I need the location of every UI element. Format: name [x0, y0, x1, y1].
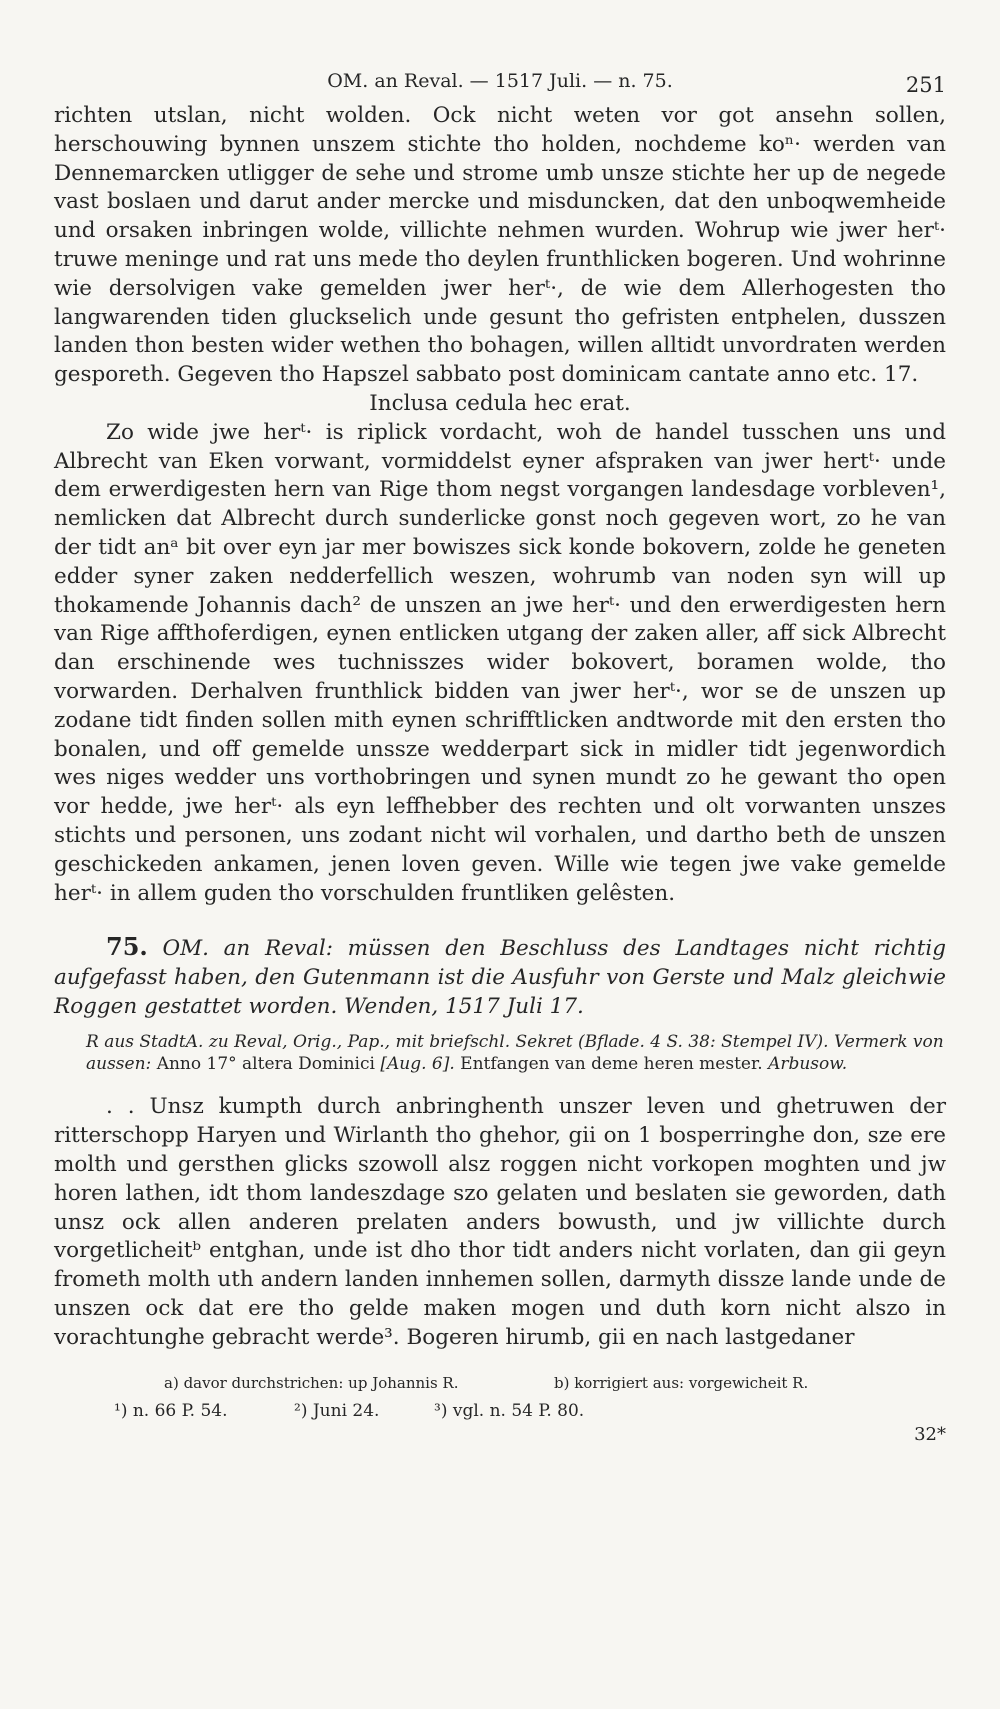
page-number: 251	[905, 73, 946, 97]
document-number: 75.	[106, 932, 148, 962]
source-italic: R aus StadtA. zu Reval, Orig., Pap., mit briefschl. Sekret (Bflade. 4 S. 38: Stempel IV). Vermerk von aussen:	[86, 1032, 944, 1075]
footnotes	[54, 1372, 946, 1446]
source-note	[86, 1031, 946, 1075]
source-editor: Arbusow.	[768, 1054, 848, 1075]
footnote-a: a) davor durchstrichen: up Johannis R.	[164, 1374, 459, 1393]
source-plain: Anno 17° altera Dominici	[156, 1054, 375, 1075]
source-plain-2: Entfangen van deme heren mester.	[460, 1054, 763, 1075]
page	[54, 62, 946, 1446]
signature-mark: 32*	[914, 1424, 946, 1446]
document-text: . . Unsz kumpth durch anbringhenth unszer leven und ghetruwen der ritterschopp Haryen und Wirlanth tho ghehor, gii on 1 bosperringhe don, sze ere molth und gersthen glicks szowoll alsz roggen nicht vorkopen moghten und jw horen lathen, idt thom landeszdage szo gelaten und beslaten sie geworden, dath unsz ock allen anderen prelaten anders bowusth, und jw villichte durch vorgetlicheitᵇ entghan, unde ist dho thor tidt anders nicht vorlaten, dan gii geyn frometh molth uth andern landen innhemen sollen, darmyth dissze lande unde de unszen ock dat ere tho gelde maken mogen und duth korn nicht alszo in vorachtunghe gebracht werde³. Bogeren hirumb, gii en nach lastgedaner	[54, 1094, 946, 1350]
footnote-b: b) korrigiert aus: vorgewicheit R.	[554, 1374, 809, 1393]
document-summary: OM. an Reval: müssen den Beschluss des Landtages nicht richtig aufgefasst haben, den Gutenmann ist die Ausfuhr von Gerste und Malz gleichwie Roggen gestattet worden. Wenden, 1517 Juli 17.	[54, 936, 946, 1020]
footnote-2: ²) Juni 24.	[294, 1401, 380, 1422]
document-heading	[54, 932, 946, 1021]
source-date: [Aug. 6].	[380, 1054, 455, 1075]
footnote-3: ³) vgl. n. 54 P. 80.	[434, 1401, 585, 1422]
letter-continuation: richten utslan, nicht wolden. Ock nicht weten vor got ansehn sollen, herschouwing bynnen unszem stichte tho holden, nochdeme koⁿ· werden van Dennemarcken utligger de sehe und strome umb unsze stichte her up de negede vast boslaen und darut ander mercke und misduncken, dat den unboqwemheide und orsaken inbringen wolde, villichte nehmen wurden. Wohrup wie jwer herᵗ· truwe meninge und rat uns mede tho deylen frunthlicken bogeren. Und wohrinne wie dersolvigen vake gemelden jwer herᵗ·, de wie dem Allerhogesten tho langwarenden tiden gluckselich unde gesunt tho gefristen entphelen, dusszen landen thon besten wider wethen tho bohagen, willen alltidt unvordraten werden gesporeth. Gegeven tho Hapszel sabbato post dominicam cantate anno etc. 17.	[54, 103, 946, 388]
footnote-1: ¹) n. 66 P. 54.	[114, 1401, 228, 1422]
cedula-title: Inclusa cedula hec erat.	[369, 390, 631, 416]
cedula-text: Zo wide jwe herᵗ· is riplick vordacht, woh de handel tusschen uns und Albrecht van Eken vorwant, vormiddelst eyner afspraken van jwer hertᵗ· unde dem erwerdigesten hern van Rige thom negst vorgangen landesdage vorbleven¹, nemlicken dat Albrecht durch sunderlicke gonst noch gegeven wort, zo he van der tidt anᵃ bit over eyn jar mer bowiszes sick konde bokovern, zolde he geneten edder syner zaken nedderfellich weszen, wohrumb van noden syn will up thokamende Johannis dach² de unszen an jwe herᵗ· und den erwerdigesten hern van Rige affthoferdigen, eynen entlicken utgang der zaken aller, aff sick Albrecht dan erschinende wes tuchnisszes wider bokovert, boramen wolde, tho vorwarden. Derhalven frunthlick bidden van jwer herᵗ·, wor se de unszen up zodane tidt finden sollen mith eynen schrifftlicken andtworde mit den ersten tho bonalen, und off gemelde unssze wedderpart sick in midler tidt jegenwordich wes niges wedder uns vorthobringen und synen mundt zo he gewant tho open vor hedde, jwe herᵗ· als eyn leffhebber des rechten und olt vorwanten unszes stichts und personen, uns zodant nicht wil vorhalen, und dartho beth de unszen geschickeden ankamen, jenen loven geven. Wille wie tegen jwe vake gemelde herᵗ· in allem guden tho vorschulden fruntliken gelêsten.	[54, 419, 946, 906]
running-header	[54, 62, 946, 102]
running-title: OM. an Reval. — 1517 Juli. — n. 75.	[327, 70, 673, 92]
